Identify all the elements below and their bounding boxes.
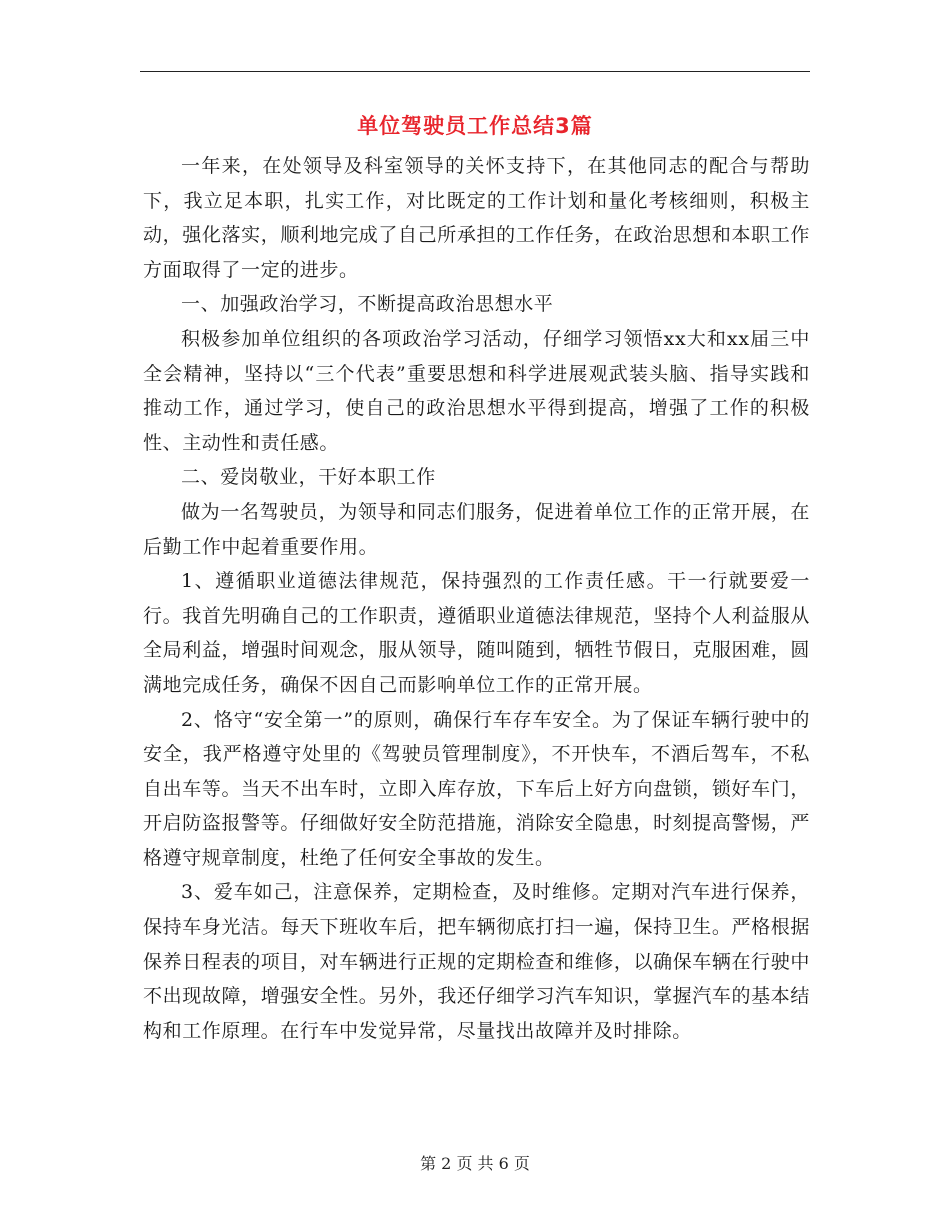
document-body [143,149,810,1048]
paragraph-intro: 一年来，在处领导及科室领导的关怀支持下，在其他同志的配合与帮助下，我立足本职，扎实工作，对比既定的工作计划和量化考核细则，积极主动，强化落实，顺利地完成了自己所承担的工作任务，在政治思想和本职工作方面取得了一定的进步。 [143,155,810,281]
paragraph-driver-role: 做为一名驾驶员，为领导和同志们服务，促进着单位工作的正常开展，在后勤工作中起着重要作用。 [143,500,810,558]
section-heading-2: 二、爱岗敬业，干好本职工作 [181,466,436,489]
paragraph-political-study: 积极参加单位组织的各项政治学习活动，仔细学习领悟xx大和xx届三中全会精神，坚持以“三个代表”重要思想和科学进展观武装头脑、指导实践和推动工作，通过学习，使自己的政治思想水平得到提高，增强了工作的积极性、主动性和责任感。 [143,327,810,454]
header-rule [140,71,810,72]
paragraph-item-3: 3、爱车如己，注意保养，定期检查，及时维修。定期对汽车进行保养，保持车身光洁。每天下班收车后，把车辆彻底打扫一遍，保持卫生。严格根据保养日程表的项目，对车辆进行正规的定期检查和维修，以确保车辆在行驶中不出现故障，增强安全性。另外，我还仔细学习汽车知识，掌握汽车的基本结构和工作原理。在行车中发觉异常，尽量找出故障并及时排除。 [143,881,810,1042]
paragraph-item-2: 2、恪守“安全第一”的原则，确保行车存车安全。为了保证车辆行驶中的安全，我严格遵守处里的《驾驶员管理制度》，不开快车，不酒后驾车，不私自出车等。当天不出车时，立即入库存放，下车后上好方向盘锁，锁好车门，开启防盗报警等。仔细做好安全防范措施，消除安全隐患，时刻提高警惕，严格遵守规章制度，杜绝了任何安全事故的发生。 [143,708,810,869]
document-title: 单位驾驶员工作总结3篇 [357,114,593,138]
paragraph-item-1: 1、遵循职业道德法律规范，保持强烈的工作责任感。干一行就要爱一行。我首先明确自己的工作职责，遵循职业道德法律规范，坚持个人利益服从全局利益，增强时间观念，服从领导，随叫随到，牺牲节假日，克服困难，圆满地完成任务，确保不因自己而影响单位工作的正常开展。 [143,570,810,696]
section-heading-1: 一、加强政治学习，不断提高政治思想水平 [181,293,554,316]
page-footer: 第 2 页 共 6 页 [420,1154,530,1173]
